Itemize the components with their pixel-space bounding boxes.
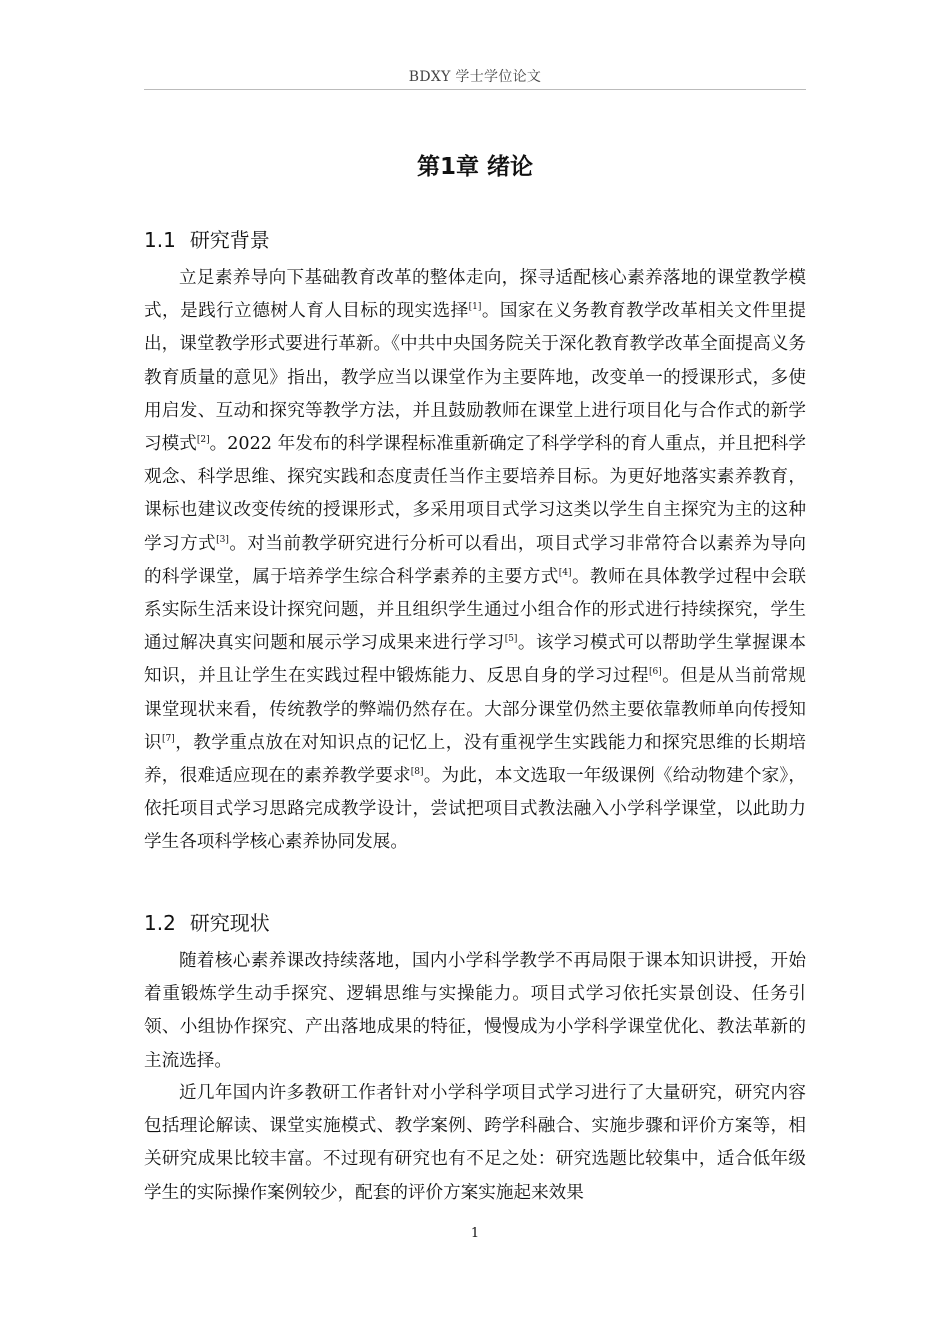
text-segment: 。为此，本文选取一年级课例《给动物建个家》，依托项目式学习思路完成教学设计，尝试把项目式教法融入小学科学课堂，以此助力学生各项科学核心素养协同发展。 [144, 766, 806, 853]
text-segment: ，教学重点放在对知识点的记忆上，没有重视学生实践能力和探究思维的长期培养，很难适应现在的素养教学要求 [144, 732, 806, 787]
paragraph-research-status-1 [144, 945, 806, 1078]
text-segment: 。教师在具体教学过程中会联系实际生活来设计探究问题，并且组织学生通过小组合作的形式进行持续探究，学生通过解决真实问题和展示学习成果来进行学习 [144, 566, 806, 654]
paragraph-research-status-2 [144, 1077, 806, 1210]
section-title: 研究背景 [189, 228, 270, 252]
citation-ref: [2] [196, 435, 210, 446]
section-title: 研究现状 [189, 911, 270, 935]
citation-ref: [6] [648, 667, 662, 678]
text-segment: 立足素养导向下基础教育改革的整体走向，探寻适配核心素养落地的课堂教学模式，是践行立德树人育人目标的现实选择 [144, 268, 806, 322]
text-segment: 随着核心素养课改持续落地，国内小学科学教学不再局限于课本知识讲授，开始着重锻炼学生动手探究、逻辑思维与实操能力。项目式学习依托实景创设、任务引领、小组协作探究、产出落地成果的特征，慢慢成为小学科学课堂优化、教法革新的主流选择。 [144, 951, 806, 1071]
text-segment: 。该学习模式可以帮助学生掌握课本知识，并且让学生在实践过程中锻炼能力、反思自身的学习过程 [144, 633, 806, 687]
section-heading-1-1 [144, 224, 806, 253]
page-number: 1 [470, 1226, 480, 1241]
text-segment: 。对当前教学研究进行分析可以看出，项目式学习非常符合以素养为导向的科学课堂，属于培养学生综合科学素养的主要方式 [144, 533, 806, 587]
header-divider [144, 89, 806, 90]
section-heading-1-2 [144, 907, 806, 936]
citation-ref: [3] [216, 534, 229, 545]
citation-ref: [8] [410, 767, 424, 778]
chapter-title: 第1章 绪论 [416, 154, 533, 180]
section-number: 1.1 [144, 228, 176, 252]
text-segment: 近几年国内许多教研工作者针对小学科学项目式学习进行了大量研究，研究内容包括理论解读、课堂实施模式、教学案例、跨学科融合、实施步骤和评价方案等，相关研究成果比较丰富。不过现有研究也有不足之处：研究选题比较集中，适合低年级学生的实际操作案例较少，配套的评价方案实施起来效果 [144, 1083, 806, 1203]
running-header: BDXY 学士学位论文 [408, 69, 542, 85]
citation-ref: [1] [468, 302, 482, 313]
citation-ref: [7] [162, 733, 175, 744]
citation-ref: [4] [558, 567, 572, 578]
text-segment: 。但是从当前常规课堂现状来看，传统教学的弊端仍然存在。大部分课堂仍然主要依靠教师单向传授知识 [144, 666, 806, 753]
section-number: 1.2 [144, 911, 176, 935]
citation-ref: [5] [504, 634, 518, 645]
paragraph-research-background [144, 262, 806, 860]
text-segment: 。2022 年发布的科学课程标准重新确定了科学学科的育人重点，并且把科学观念、科学思维、探究实践和态度责任当作主要培养目标。为更好地落实素养教育，课标也建议改变传统的授课形式，多采用项目式学习这类以学生自主探究为主的这种学习方式 [144, 434, 806, 554]
text-segment: 。国家在义务教育教学改革相关文件里提出，课堂教学形式要进行革新。《中共中央国务院关于深化教育教学改革全面提高义务教育质量的意见》指出，教学应当以课堂作为主要阵地，改变单一的授课形式，多使用启发、互动和探究等教学方法，并且鼓励教师在课堂上进行项目化与合作式的新学习模式 [144, 301, 806, 455]
